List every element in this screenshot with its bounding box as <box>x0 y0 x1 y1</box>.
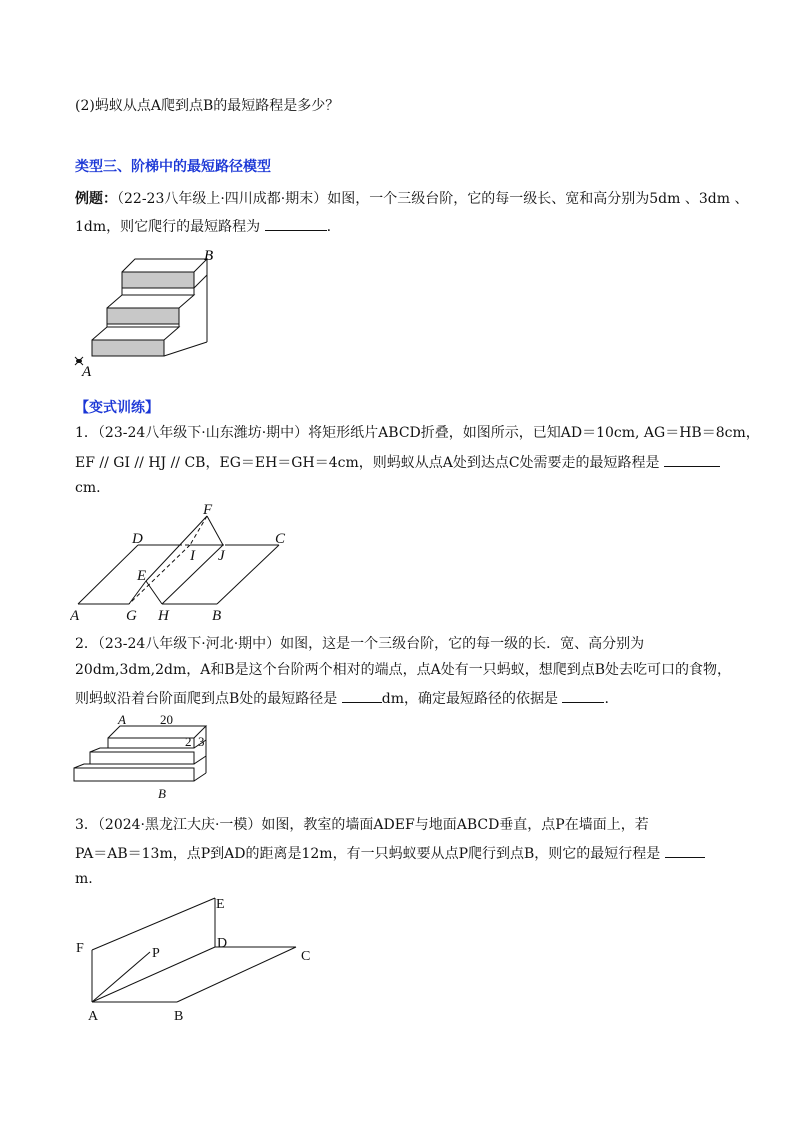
fig2-label-B: B <box>212 608 222 624</box>
fig3-label-h: 2 <box>185 734 192 749</box>
example-text-1: （22-23八年级上·四川成都·期末）如图，一个三级台阶，它的每一级长、宽和高分别为5dm 、3dm 、 <box>117 191 749 207</box>
p3-answer-blank[interactable] <box>665 843 705 858</box>
fig2-label-E: E <box>137 568 147 584</box>
fig4-label-D: D <box>217 936 228 951</box>
p2-text-3b: dm，确定最短路径的依据是 <box>381 691 558 707</box>
fig2-label-J: J <box>218 548 225 564</box>
folded-paper-figure <box>70 500 310 625</box>
example-line-1 <box>75 189 748 209</box>
example-text-2: 1dm，则它爬行的最短路程为 <box>75 219 261 235</box>
example-text-2-end: . <box>326 219 332 235</box>
p2-line-2: 20dm,3dm,2dm，A和B是这个台阶两个相对的端点，点A处有一只蚂蚁，想爬到点B处去吃可口的食物， <box>75 662 732 678</box>
fig2-label-H: H <box>158 608 169 624</box>
fig1-label-B: B <box>204 248 214 264</box>
example-label: 例题： <box>75 191 117 207</box>
fig3-label-len: 20 <box>160 712 173 727</box>
fig2-label-I: I <box>190 548 195 564</box>
p1-text-2: EF // GI // HJ // CB，EG＝EH＝GH＝4cm，则蚂蚁从点A处到达点C处需要走的最短路程是 <box>75 455 660 471</box>
fig4-label-E: E <box>216 897 225 912</box>
p1-line-1: 1．（23-24八年级下·山东潍坊·期中）将矩形纸片ABCD折叠，如图所示，已知AD＝10cm, AG＝HB＝8cm， <box>75 425 760 441</box>
p2-text-3c: . <box>604 691 609 707</box>
question-2-text: (2)蚂蚁从点A爬到点B的最短路程是多少？ <box>75 98 340 114</box>
p3-line-1: 3．（2024·黑龙江大庆·一模）如图，教室的墙面ADEF与地面ABCD垂直，点P在墙面上，若 <box>75 817 649 833</box>
staircase-figure-1 <box>70 245 230 380</box>
example-line-2 <box>75 216 331 237</box>
p1-line-2 <box>75 452 720 473</box>
fig2-label-G: G <box>126 608 137 624</box>
p2-line-3 <box>75 688 609 709</box>
fig3-label-w: 3 <box>198 734 205 749</box>
p2-text-3a: 则蚂蚁沿着台阶面爬到点B处的最短路径是 <box>75 691 338 707</box>
fig4-label-C: C <box>301 949 311 964</box>
wall-floor-figure <box>70 890 330 1025</box>
p3-line-3: m. <box>75 871 93 887</box>
fig4-label-A: A <box>88 1009 99 1024</box>
fig4-label-P: P <box>152 946 160 961</box>
fig2-label-D: D <box>132 531 143 547</box>
p2-line-1: 2．（23-24八年级下·河北·期中）如图，这是一个三级台阶，它的每一级的长．宽、高分别为 <box>75 636 645 652</box>
fig1-label-A: A <box>82 364 92 380</box>
fig2-label-C: C <box>275 531 286 547</box>
p2-answer-blank-1[interactable] <box>342 688 382 703</box>
p3-text-2: PA＝AB＝13m，点P到AD的距离是12m，有一只蚂蚁要从点P爬行到点B，则它的最短行程是 <box>75 846 661 862</box>
p1-line-3: cm. <box>75 480 101 496</box>
answer-blank[interactable] <box>265 216 327 231</box>
fig3-label-B: B <box>158 786 166 801</box>
p2-answer-blank-2[interactable] <box>562 688 604 703</box>
p3-line-2 <box>75 843 705 864</box>
p1-answer-blank[interactable] <box>664 452 720 467</box>
section-title: 类型三、阶梯中的最短路径模型 <box>75 159 271 175</box>
fig4-label-B: B <box>174 1009 184 1024</box>
fig3-label-A: A <box>118 712 126 727</box>
staircase-figure-2 <box>70 712 220 807</box>
fig4-label-F: F <box>76 941 84 956</box>
fig2-label-F: F <box>203 502 213 518</box>
fig2-label-A: A <box>70 608 80 624</box>
practice-title: 【变式训练】 <box>75 400 159 416</box>
